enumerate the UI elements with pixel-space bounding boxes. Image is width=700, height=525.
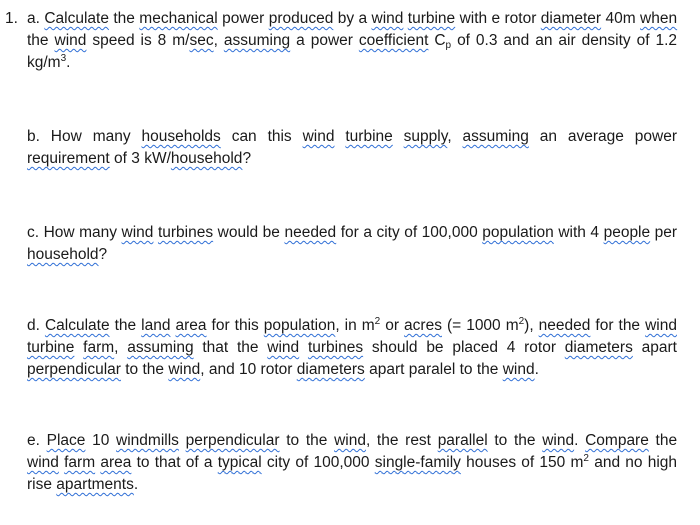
text-segment: an average power [539, 128, 677, 145]
spell-flag: when [640, 10, 678, 27]
spell-flag: wind [121, 224, 154, 241]
spell-flag: land [141, 317, 171, 334]
spell-flag: farm [83, 339, 115, 356]
text-segment: , in m [335, 317, 375, 334]
spell-flag: household [170, 150, 243, 167]
spell-flag: coefficient [358, 32, 429, 49]
text-segment: or [385, 317, 400, 334]
text-segment: , and 10 rotor [200, 361, 293, 378]
question-1d [27, 315, 677, 381]
question-number: 1. [5, 10, 18, 27]
spell-flag: parallel [437, 432, 488, 449]
spell-flag: wind [54, 32, 87, 49]
text-segment: to the [125, 361, 165, 378]
text-segment: . [574, 432, 579, 449]
text-segment: , [447, 128, 452, 145]
text-segment: of 0.3 and an air density of 1.2 kg/m [27, 32, 678, 71]
subscript: p [445, 40, 452, 51]
spell-flag: wind [302, 128, 335, 145]
text-segment: per [654, 224, 678, 241]
text-segment: b. How many [27, 128, 131, 145]
spell-flag: wind [334, 432, 366, 449]
text-segment: of 3 kW/ [114, 150, 171, 167]
spell-flag: perpendicular [185, 432, 280, 449]
spell-flag: acres [404, 317, 442, 334]
spell-flag: diameter [540, 10, 602, 27]
spell-flag: supply [403, 128, 448, 145]
spell-flag: wind [168, 361, 201, 378]
text-segment: the [113, 10, 135, 27]
text-segment: power [222, 10, 265, 27]
superscript: 2 [583, 453, 589, 464]
text-segment: the [27, 32, 49, 49]
text-segment: to the [286, 432, 328, 449]
spell-flag: turbine [345, 128, 393, 145]
spell-flag: sec [189, 32, 214, 49]
text-segment: apart [641, 339, 677, 356]
spell-flag: perpendicular [27, 361, 121, 378]
spell-flag: wind [645, 317, 677, 334]
text-segment: city of 100,000 [266, 454, 370, 471]
text-segment: houses of 150 m [466, 454, 584, 471]
text-segment: to that of a [136, 454, 213, 471]
text-segment: , [114, 339, 119, 356]
text-segment: 10 [92, 432, 110, 449]
spell-flag: needed [538, 317, 591, 334]
text-segment: . [133, 476, 139, 493]
question-1c [27, 222, 677, 266]
spell-flag: area [100, 454, 132, 471]
spell-flag: turbine [27, 339, 75, 356]
spell-flag: single-family [374, 454, 461, 471]
text-segment: should be placed 4 rotor [371, 339, 557, 356]
text-segment: c. How many [27, 224, 118, 241]
spell-flag: assuming [462, 128, 529, 145]
spell-flag: population [263, 317, 336, 334]
text-segment: C [434, 32, 446, 49]
spell-flag: turbine [407, 10, 456, 27]
text-segment: apart paralel to the [369, 361, 499, 378]
text-segment: the [114, 317, 137, 334]
question-1a [5, 8, 678, 74]
spell-flag: people [603, 224, 651, 241]
text-segment: ? [98, 246, 108, 263]
spell-flag: windmills [116, 432, 179, 449]
spell-flag: mechanical [139, 10, 218, 27]
spell-flag: wind [371, 10, 404, 27]
spell-flag: population [482, 224, 554, 241]
text-segment: , [213, 32, 218, 49]
text-segment: for a city of 100,000 [340, 224, 478, 241]
text-segment: (= 1000 m [446, 317, 519, 334]
spell-flag: households [141, 128, 221, 145]
text-segment: with e rotor [459, 10, 537, 27]
spell-flag: requirement [27, 150, 110, 167]
spell-flag: Compare [585, 432, 649, 449]
spell-flag: farm [64, 454, 96, 471]
spell-flag: Calculate [44, 10, 109, 27]
spell-flag: wind [542, 432, 575, 449]
text-segment: to the [494, 432, 536, 449]
text-segment: that the [202, 339, 259, 356]
text-segment: by a [337, 10, 368, 27]
part-label: a. [27, 10, 40, 27]
spell-flag: assuming [223, 32, 291, 49]
spell-flag: turbines [307, 339, 364, 356]
superscript: 2 [518, 316, 525, 327]
text-segment: for the [595, 317, 641, 334]
text-segment: speed is 8 m/ [92, 32, 190, 49]
text-segment: a power [296, 32, 353, 49]
spell-flag: Place [46, 432, 86, 449]
spell-flag: wind [27, 454, 59, 471]
spell-flag: apartments [56, 476, 134, 493]
spell-flag: produced [268, 10, 334, 27]
text-segment: . [534, 361, 539, 378]
text-segment: 40m [605, 10, 636, 27]
text-segment: the [655, 432, 678, 449]
superscript: 3 [60, 53, 67, 64]
text-segment: can this [231, 128, 292, 145]
text-segment: with 4 [558, 224, 600, 241]
question-1e [27, 430, 677, 496]
text-segment: would be [217, 224, 280, 241]
spell-flag: diameters [564, 339, 633, 356]
spell-flag: wind [267, 339, 300, 356]
spell-flag: assuming [127, 339, 194, 356]
spell-flag: turbines [157, 224, 214, 241]
spell-flag: typical [217, 454, 262, 471]
text-segment: and no high rise [27, 454, 678, 493]
spell-flag: household [27, 246, 99, 263]
spell-flag: diameters [296, 361, 365, 378]
spell-flag: wind [502, 361, 535, 378]
text-segment: , the rest [365, 432, 431, 449]
text-segment: for this [211, 317, 259, 334]
text-segment: ), [524, 317, 534, 334]
spell-flag: area [175, 317, 207, 334]
spell-flag: needed [284, 224, 337, 241]
text-segment: d. [27, 317, 40, 334]
spell-flag: Calculate [44, 317, 110, 334]
superscript: 2 [374, 316, 381, 327]
text-segment: . [66, 54, 71, 71]
text-segment: ? [242, 150, 252, 167]
question-1b [27, 126, 677, 170]
text-segment: e. [27, 432, 40, 449]
